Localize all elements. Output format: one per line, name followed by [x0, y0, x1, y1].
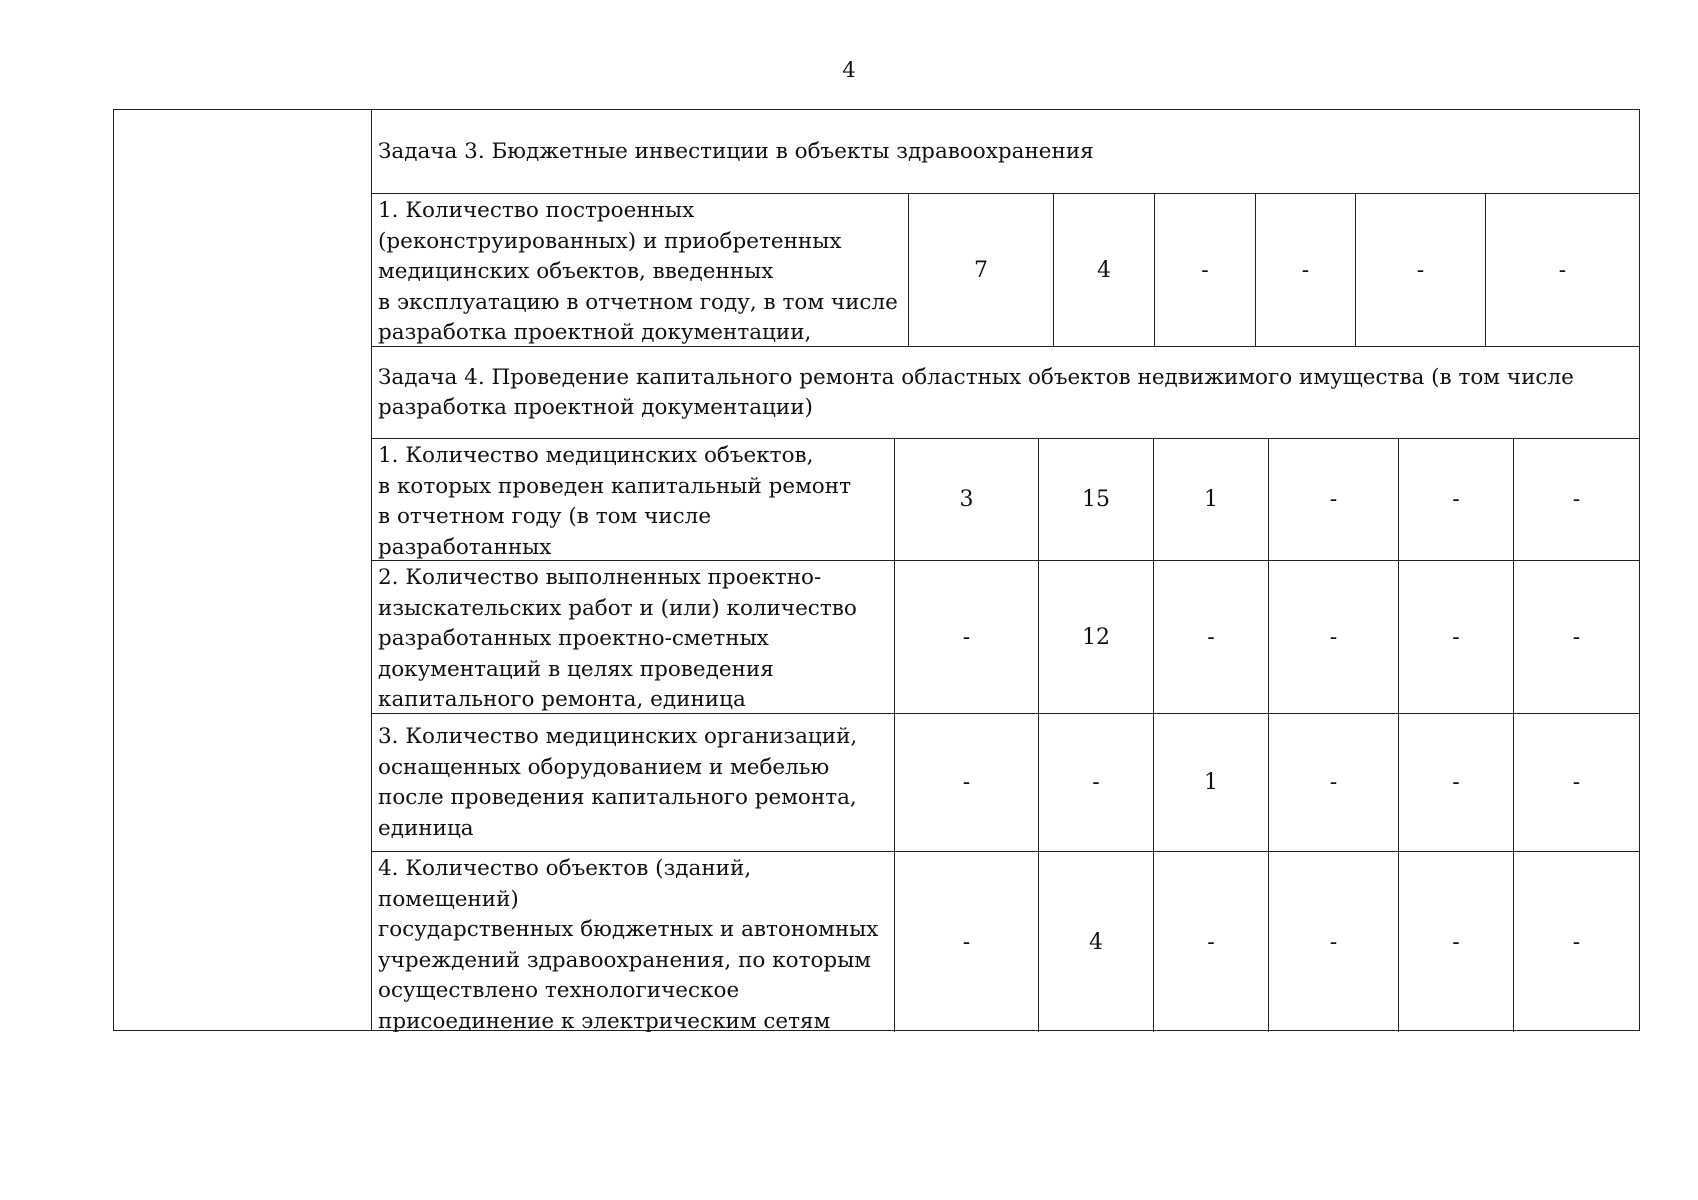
value-cell: - [1398, 439, 1513, 560]
value-cell: - [1398, 561, 1513, 713]
value-cell: 15 [1038, 439, 1153, 560]
indicator-label: 4. Количество объектов (зданий, помещений) государственных бюджетных и автономных учреждений здравоохранения, по которым осуществлено технологическое присоединение к электрическим сетям [378, 856, 879, 1032]
task-3-title-row [372, 110, 1639, 194]
task-4-indicator-row-1 [372, 439, 1639, 561]
indicator-label: 1. Количество медицинских объектов, в которых проведен капитальный ремонт в отчетном году (в том числе разработанных [378, 443, 851, 560]
value-cell: - [1268, 561, 1398, 713]
value-cell: - [1398, 714, 1513, 851]
value-cell: - [894, 561, 1038, 713]
indicator-label: 2. Количество выполненных проектно- изыскательских работ и (или) количество разработанных проектно-сметных документаций в целях проведения капитального ремонта, единица [378, 565, 857, 712]
table-content-area [372, 110, 1639, 1030]
value-cell: - [1513, 714, 1639, 851]
value-cell: - [1398, 852, 1513, 1032]
value-cell: - [894, 852, 1038, 1032]
value-cell: - [1268, 439, 1398, 560]
value-cell: - [1154, 194, 1255, 346]
indicator-label: 1. Количество построенных (реконструированных) и приобретенных медицинских объектов, введенных в эксплуатацию в отчетном году, в том числе разработка проектной документации, [378, 198, 898, 345]
value-cell: 4 [1053, 194, 1154, 346]
task-3-indicator-row [372, 194, 1639, 347]
indicator-label: 3. Количество медицинских организаций, оснащенных оборудованием и мебелью после проведения капитального ремонта, единица [378, 724, 858, 841]
value-cell: - [1255, 194, 1355, 346]
value-cell: - [1513, 561, 1639, 713]
task-4-indicator-row-4 [372, 852, 1639, 1032]
task-4-indicator-row-3 [372, 714, 1639, 852]
value-cell: 1 [1153, 439, 1268, 560]
value-cell: 1 [1153, 714, 1268, 851]
value-cell: 12 [1038, 561, 1153, 713]
task-4-title: Задача 4. Проведение капитального ремонта областных объектов недвижимого имущества (в том числе разработка проектной документации) [378, 364, 1574, 420]
indicators-table [113, 109, 1640, 1031]
value-cell: - [1355, 194, 1485, 346]
value-cell: - [1268, 852, 1398, 1032]
value-cell: - [1038, 714, 1153, 851]
value-cell: - [1153, 561, 1268, 713]
table-left-column [114, 110, 372, 1030]
value-cell: - [1268, 714, 1398, 851]
task-3-title: Задача 3. Бюджетные инвестиции в объекты здравоохранения [378, 138, 1094, 164]
page-number: 4 [842, 58, 856, 82]
value-cell: 7 [908, 194, 1053, 346]
value-cell: 4 [1038, 852, 1153, 1032]
value-cell: - [1513, 439, 1639, 560]
value-cell: - [1513, 852, 1639, 1032]
value-cell: - [1485, 194, 1639, 346]
value-cell: 3 [894, 439, 1038, 560]
task-4-indicator-row-2 [372, 561, 1639, 714]
value-cell: - [894, 714, 1038, 851]
value-cell: - [1153, 852, 1268, 1032]
task-4-title-row [372, 347, 1639, 439]
